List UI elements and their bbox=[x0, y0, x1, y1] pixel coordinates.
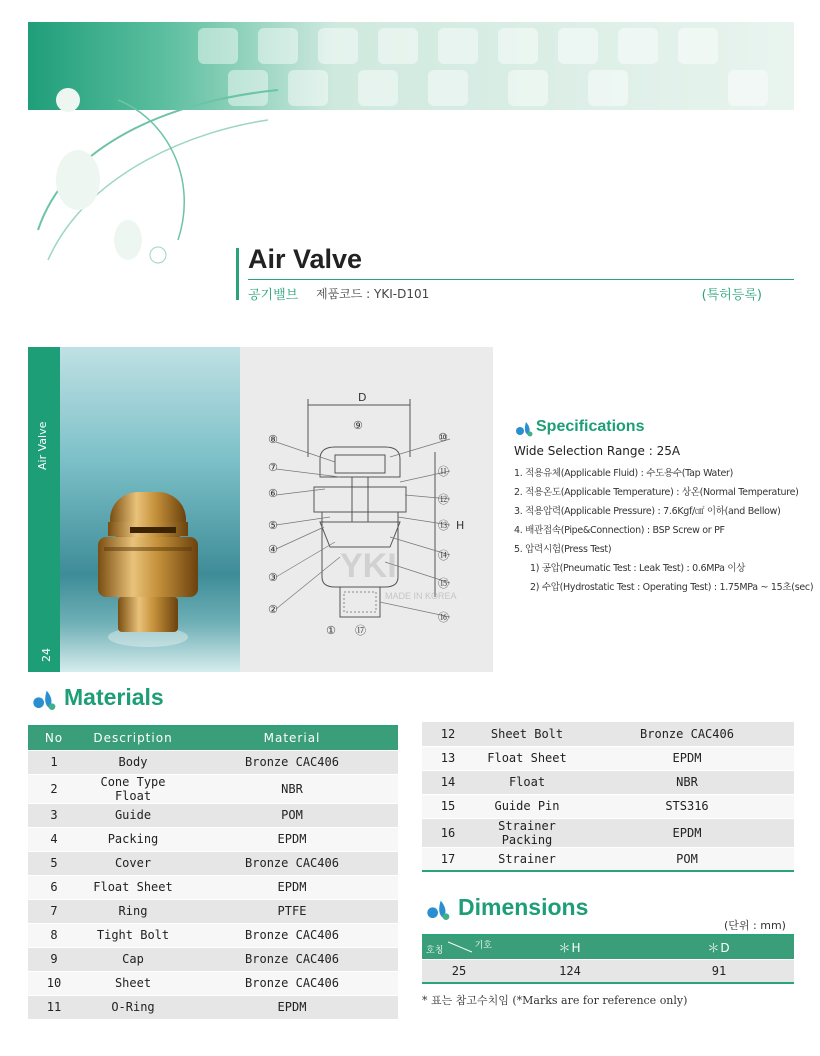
callout-13: ⑬ bbox=[438, 519, 449, 532]
table-row bbox=[422, 722, 794, 746]
table-row bbox=[422, 959, 794, 983]
spec-item: 5. 압력시험(Press Test) bbox=[514, 544, 612, 555]
side-label: Air Valve bbox=[36, 421, 49, 470]
page-title: Air Valve bbox=[248, 244, 363, 274]
unit-label: (단위 : mm) bbox=[724, 919, 786, 932]
callout-2: ② bbox=[268, 603, 278, 616]
table-row bbox=[28, 851, 398, 875]
cell-no: 15 bbox=[422, 794, 474, 818]
materials-heading: Materials bbox=[64, 684, 164, 710]
cell-no: 17 bbox=[422, 847, 474, 871]
table-header-row bbox=[28, 726, 398, 750]
callout-11: ⑪ bbox=[438, 465, 449, 478]
cell-no: 6 bbox=[28, 875, 80, 899]
cell-size: 25 bbox=[422, 959, 496, 983]
cell-material: PTFE bbox=[186, 899, 398, 923]
spec-item: 4. 배관접속(Pipe&Connection) : BSP Screw or PF bbox=[514, 525, 725, 536]
table-row bbox=[28, 803, 398, 827]
subtitle-korean: 공기밸브 bbox=[248, 288, 299, 303]
cell-no: 3 bbox=[28, 803, 80, 827]
cell-description: Cap bbox=[80, 947, 186, 971]
cell-description: Guide Pin bbox=[474, 794, 580, 818]
cell-no: 1 bbox=[28, 750, 80, 774]
cell-description: Float bbox=[474, 770, 580, 794]
table-row bbox=[422, 847, 794, 871]
callout-1: ① bbox=[326, 624, 336, 637]
corner-left-label: 호칭 bbox=[426, 945, 444, 956]
cell-description: Float Sheet bbox=[80, 875, 186, 899]
cell-material: EPDM bbox=[186, 875, 398, 899]
column-header: ＊H bbox=[496, 935, 644, 959]
diagonal-divider bbox=[448, 940, 472, 954]
cell-description: Tight Bolt bbox=[80, 923, 186, 947]
callout-6: ⑥ bbox=[268, 487, 278, 500]
callout-17: ⑰ bbox=[355, 624, 366, 637]
water-drop-icon bbox=[514, 420, 534, 438]
cell-material: EPDM bbox=[186, 827, 398, 851]
specifications-heading: Specifications bbox=[536, 418, 645, 435]
table-row bbox=[28, 750, 398, 774]
cell-material: STS316 bbox=[580, 794, 794, 818]
column-header: ＊D bbox=[644, 935, 794, 959]
callout-10: ⑩ bbox=[438, 431, 448, 444]
materials-table-left bbox=[28, 725, 398, 1020]
cell-material: Bronze CAC406 bbox=[186, 947, 398, 971]
spec-item: 3. 적용압력(Applicable Pressure) : 7.6Kgf/㎠ 이하(and Bellow) bbox=[514, 506, 781, 517]
table-row bbox=[28, 923, 398, 947]
cell-description: Cone Type Float bbox=[80, 774, 186, 803]
diagram-svg bbox=[240, 347, 493, 672]
cell-material: Bronze CAC406 bbox=[186, 750, 398, 774]
cell-no: 16 bbox=[422, 818, 474, 847]
cell-material: Bronze CAC406 bbox=[186, 851, 398, 875]
title-rule bbox=[248, 279, 794, 280]
table-row bbox=[28, 774, 398, 803]
watermark-logo: YKI bbox=[340, 547, 397, 585]
callout-8: ⑧ bbox=[268, 433, 278, 446]
cell-description: Ring bbox=[80, 899, 186, 923]
reference-note: * 표는 참고수치임 (*Marks are for reference only) bbox=[422, 994, 688, 1007]
callout-15: ⑮ bbox=[438, 577, 449, 590]
callout-9: ⑨ bbox=[353, 419, 363, 432]
table-row bbox=[422, 746, 794, 770]
column-header: Material bbox=[186, 726, 398, 750]
column-header: No bbox=[28, 726, 80, 750]
cell-no: 7 bbox=[28, 899, 80, 923]
cell-no: 4 bbox=[28, 827, 80, 851]
water-drop-icon bbox=[30, 688, 58, 712]
corner-right-label: 기호 bbox=[474, 941, 492, 951]
callout-5: ⑤ bbox=[268, 519, 278, 532]
cell-description: Strainer Packing bbox=[474, 818, 580, 847]
cell-material: Bronze CAC406 bbox=[580, 722, 794, 746]
callout-3: ③ bbox=[268, 571, 278, 584]
water-drop-icon bbox=[424, 898, 452, 922]
dimensions-table bbox=[422, 934, 794, 984]
cell-description: Cover bbox=[80, 851, 186, 875]
callout-7: ⑦ bbox=[268, 461, 278, 474]
table-row bbox=[422, 770, 794, 794]
cell-no: 2 bbox=[28, 774, 80, 803]
cross-section-diagram bbox=[240, 347, 493, 672]
cell-material: POM bbox=[186, 803, 398, 827]
cell-description: Packing bbox=[80, 827, 186, 851]
cell-no: 9 bbox=[28, 947, 80, 971]
table-row bbox=[28, 899, 398, 923]
cell-no: 11 bbox=[28, 995, 80, 1019]
table-row bbox=[28, 827, 398, 851]
cell-description: Body bbox=[80, 750, 186, 774]
table-row bbox=[28, 995, 398, 1019]
product-photo bbox=[60, 347, 240, 672]
cell-material: EPDM bbox=[186, 995, 398, 1019]
spec-item: 1) 공압(Pneumatic Test : Leak Test) : 0.6MPa 이상 bbox=[530, 563, 746, 574]
callout-12: ⑫ bbox=[438, 493, 449, 506]
dimension-h: H bbox=[456, 519, 465, 532]
dimensions-heading: Dimensions bbox=[458, 894, 589, 920]
title-accent-bar bbox=[236, 248, 239, 300]
cell-no: 8 bbox=[28, 923, 80, 947]
column-header: Description bbox=[80, 726, 186, 750]
cell-no: 10 bbox=[28, 971, 80, 995]
cell-description: Guide bbox=[80, 803, 186, 827]
watermark-made-in-korea: MADE IN KOREA bbox=[385, 591, 457, 601]
cell-no: 13 bbox=[422, 746, 474, 770]
cell-h: 124 bbox=[496, 959, 644, 983]
cell-description: Strainer bbox=[474, 847, 580, 871]
spec-item: 2) 수압(Hydrostatic Test : Operating Test) : 1.75MPa ~ 15초(sec) bbox=[530, 582, 814, 593]
cell-material: Bronze CAC406 bbox=[186, 971, 398, 995]
cell-description: O-Ring bbox=[80, 995, 186, 1019]
callout-4: ④ bbox=[268, 543, 278, 556]
spec-item: 2. 적용온도(Applicable Temperature) : 상온(Normal Temperature) bbox=[514, 487, 799, 498]
side-tab bbox=[28, 347, 60, 672]
corner-header bbox=[422, 935, 496, 959]
cell-material: NBR bbox=[186, 774, 398, 803]
cell-material: POM bbox=[580, 847, 794, 871]
cell-d: 91 bbox=[644, 959, 794, 983]
cell-material: NBR bbox=[580, 770, 794, 794]
cell-no: 12 bbox=[422, 722, 474, 746]
cell-material: EPDM bbox=[580, 818, 794, 847]
table-header-row bbox=[422, 935, 794, 959]
product-code: 제품코드 : YKI-D101 bbox=[316, 287, 430, 301]
callout-16: ⑯ bbox=[438, 611, 449, 624]
table-row bbox=[422, 818, 794, 847]
cell-description: Sheet Bolt bbox=[474, 722, 580, 746]
cell-no: 14 bbox=[422, 770, 474, 794]
callout-14: ⑭ bbox=[438, 549, 449, 562]
table-row bbox=[422, 794, 794, 818]
spec-item: 1. 적용유체(Applicable Fluid) : 수도용수(Tap Water) bbox=[514, 468, 734, 479]
dimension-d: D bbox=[358, 391, 367, 404]
page-number: 24 bbox=[40, 648, 53, 662]
table-row bbox=[28, 875, 398, 899]
cell-description: Float Sheet bbox=[474, 746, 580, 770]
cell-material: Bronze CAC406 bbox=[186, 923, 398, 947]
table-row bbox=[28, 947, 398, 971]
selection-range: Wide Selection Range : 25A bbox=[514, 444, 681, 458]
patent-label: (특허등록) bbox=[701, 288, 762, 303]
cell-description: Sheet bbox=[80, 971, 186, 995]
materials-table-right bbox=[422, 722, 794, 872]
cell-material: EPDM bbox=[580, 746, 794, 770]
air-valve-illustration bbox=[60, 347, 240, 672]
cell-no: 5 bbox=[28, 851, 80, 875]
table-row bbox=[28, 971, 398, 995]
